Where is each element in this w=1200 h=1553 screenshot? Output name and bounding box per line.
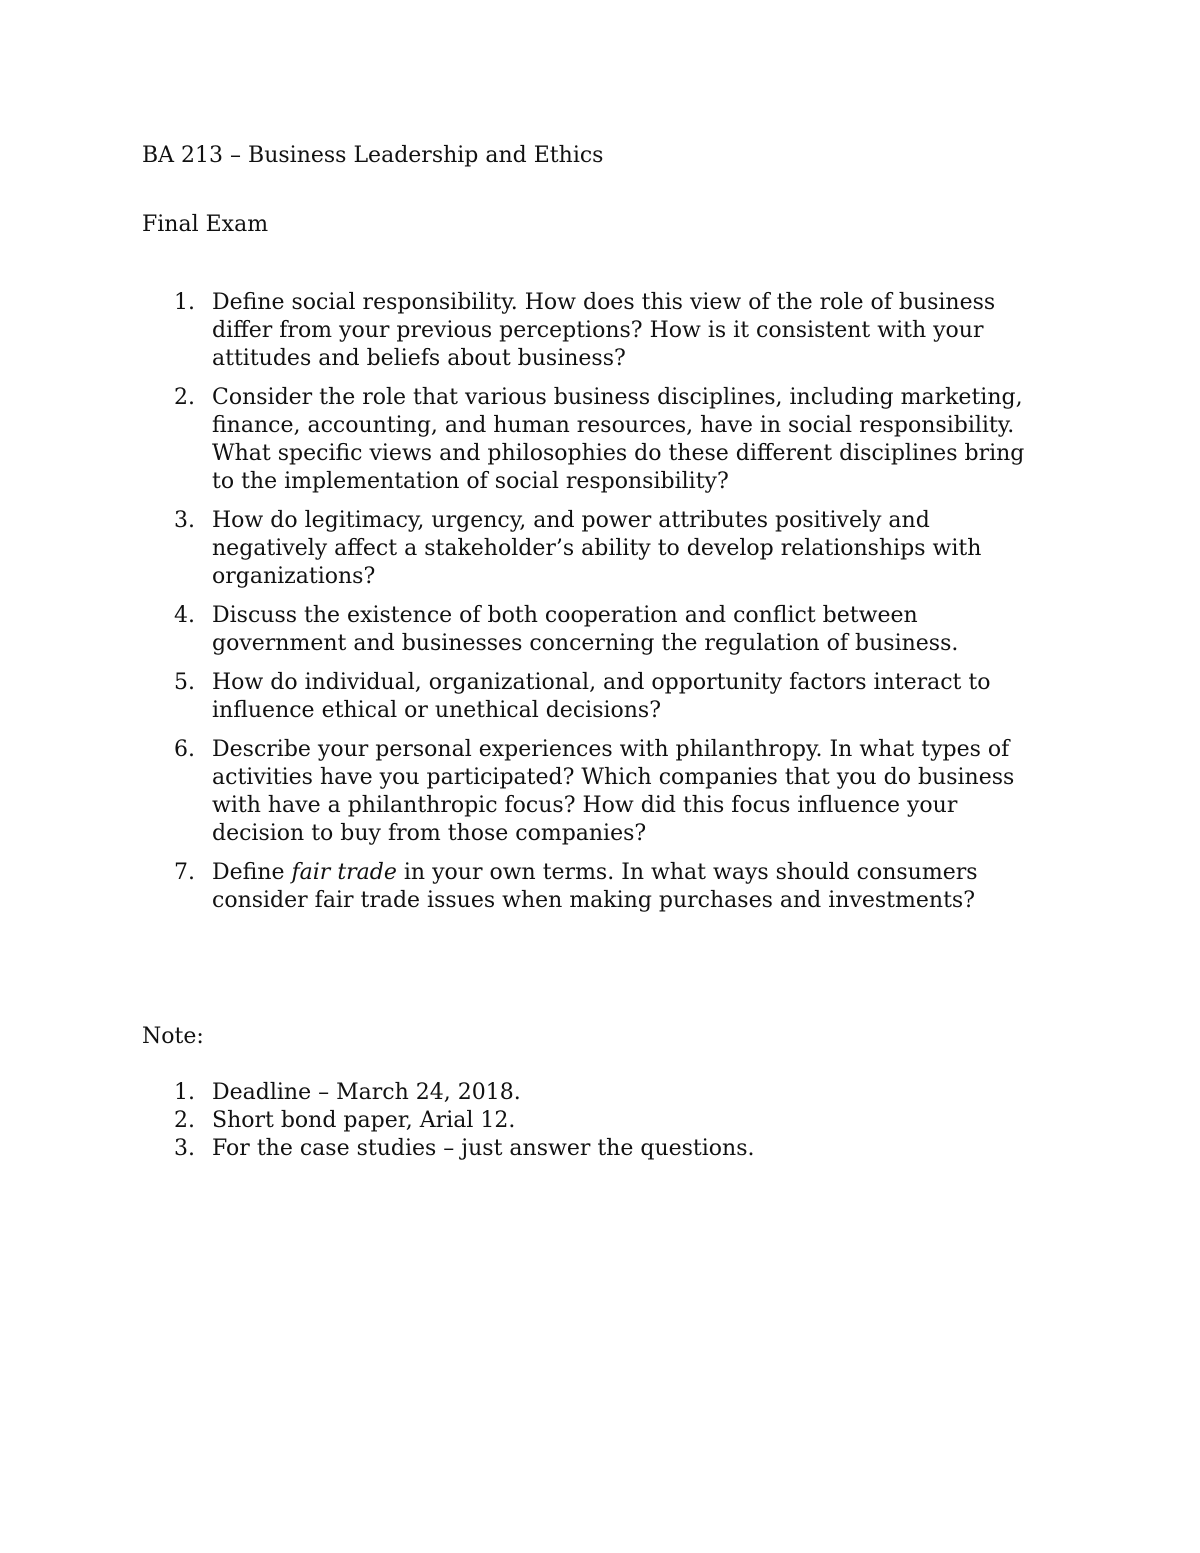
question-line: activities have you participated? Which companies that you do business — [212, 765, 1015, 790]
question-line: Define social responsibility. How does this view of the role of business — [212, 290, 996, 315]
note-text: Deadline – March 24, 2018. — [212, 1080, 521, 1105]
question-number: 7. — [174, 860, 195, 885]
question-number: 2. — [174, 385, 195, 410]
question-line: What specific views and philosophies do these different disciplines bring — [212, 441, 1025, 466]
question-number: 4. — [174, 603, 195, 628]
fair-trade-term: fair trade — [291, 860, 397, 885]
question-line: government and businesses concerning the regulation of business. — [212, 631, 959, 656]
question-line: Describe your personal experiences with philanthropy. In what types of — [212, 737, 1010, 762]
question-line: consider fair trade issues when making purchases and investments? — [212, 888, 975, 913]
note-number: 1. — [174, 1080, 195, 1105]
question-text — [212, 736, 1062, 848]
note-text: Short bond paper, Arial 12. — [212, 1108, 516, 1133]
note-text: For the case studies – just answer the questions. — [212, 1136, 755, 1161]
note-item — [142, 1135, 1042, 1163]
question-list — [142, 289, 1062, 926]
question-text — [212, 384, 1062, 496]
question-number: 1. — [174, 290, 195, 315]
question-line: with have a philanthropic focus? How did this focus influence your — [212, 793, 958, 818]
note-number: 3. — [174, 1136, 195, 1161]
document-subtitle: Final Exam — [142, 212, 269, 237]
question-line: attitudes and beliefs about business? — [212, 346, 626, 371]
question-line: finance, accounting, and human resources, have in social responsibility. — [212, 413, 1015, 438]
question-text — [212, 859, 1062, 915]
question-number: 3. — [174, 508, 195, 533]
note-label: Note: — [142, 1024, 204, 1049]
question-line: to the implementation of social responsibility? — [212, 469, 729, 494]
note-item — [142, 1079, 1042, 1107]
question-text — [212, 289, 1062, 373]
question-item — [142, 507, 1062, 591]
question-line: organizations? — [212, 564, 376, 589]
document-title: BA 213 – Business Leadership and Ethics — [142, 143, 604, 168]
question-item — [142, 289, 1062, 373]
question-line: differ from your previous perceptions? How is it consistent with your — [212, 318, 984, 343]
question-item — [142, 736, 1062, 848]
question-item — [142, 859, 1062, 915]
question-item — [142, 669, 1062, 725]
question-line: How do individual, organizational, and opportunity factors interact to — [212, 670, 991, 695]
question-text-part: in your own terms. In what ways should consumers — [396, 860, 978, 885]
note-number: 2. — [174, 1108, 195, 1133]
question-text — [212, 507, 1062, 591]
question-line: negatively affect a stakeholder’s ability to develop relationships with — [212, 536, 982, 561]
question-text — [212, 669, 1062, 725]
question-number: 5. — [174, 670, 195, 695]
question-line: influence ethical or unethical decisions? — [212, 698, 662, 723]
question-text-part: Define — [212, 860, 292, 885]
question-line — [212, 859, 1062, 887]
question-text — [212, 602, 1062, 658]
question-item — [142, 602, 1062, 658]
question-line: decision to buy from those companies? — [212, 821, 647, 846]
question-line: How do legitimacy, urgency, and power attributes positively and — [212, 508, 930, 533]
question-line: Consider the role that various business disciplines, including marketing, — [212, 385, 1023, 410]
question-item — [142, 384, 1062, 496]
question-number: 6. — [174, 737, 195, 762]
question-line: Discuss the existence of both cooperation and conflict between — [212, 603, 918, 628]
note-list — [142, 1079, 1042, 1163]
note-item — [142, 1107, 1042, 1135]
